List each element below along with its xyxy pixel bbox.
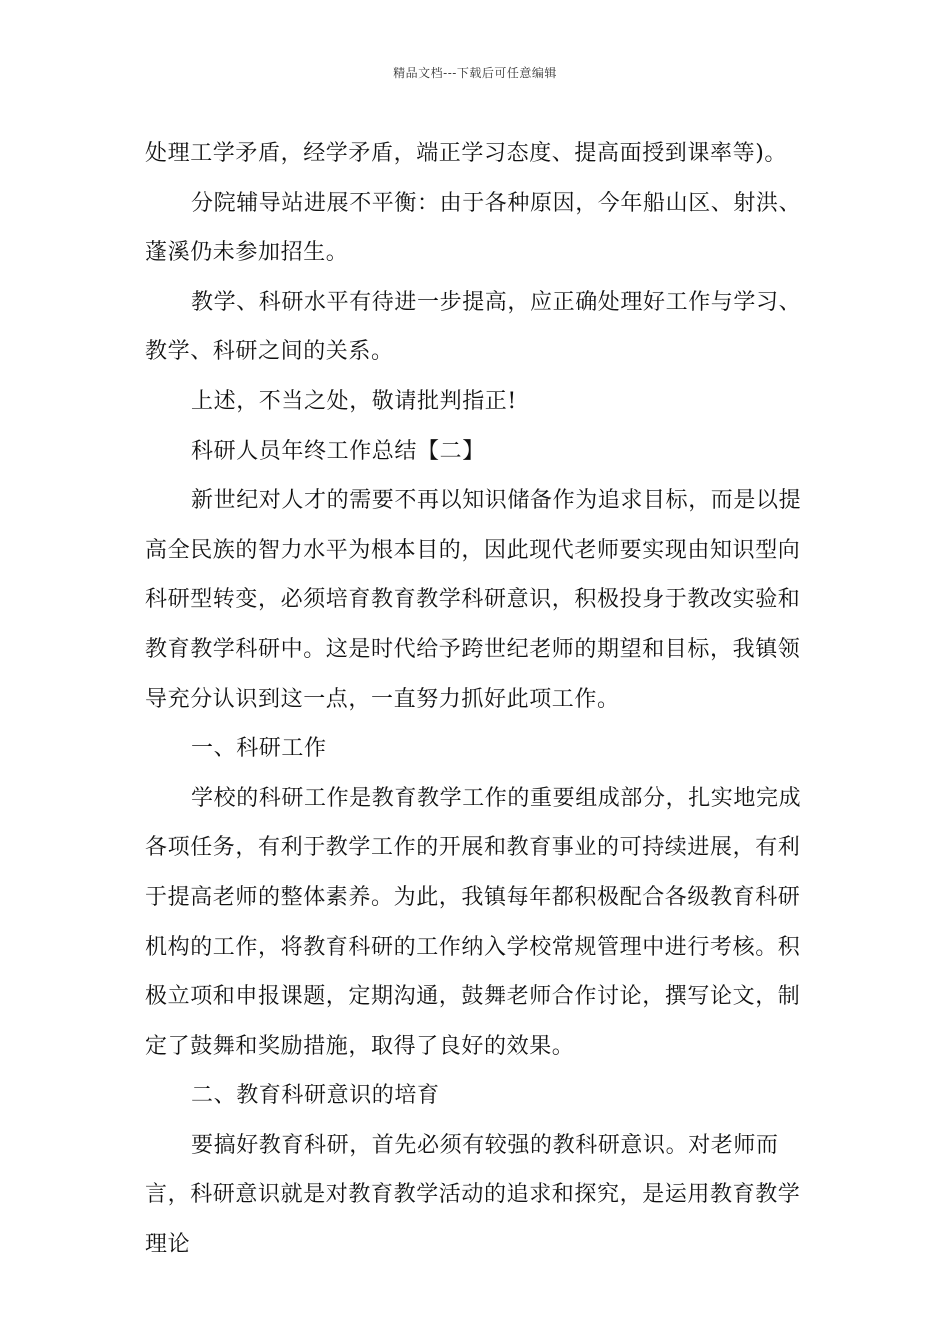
section-title: 科研人员年终工作总结【二】 (191, 438, 485, 464)
paragraph: 要搞好教育科研，首先必须有较强的教科研意识。对老师而言，科研意识就是对教育教学活动的追求和探究，是运用教育教学理论 (145, 1132, 801, 1258)
section-heading: 二、教育科研意识的培育 (191, 1083, 440, 1109)
paragraph: 教学、科研水平有待进一步提高，应正确处理好工作与学习、教学、科研之间的关系。 (145, 289, 802, 365)
paragraph: 学校的科研工作是教育教学工作的重要组成部分，扎实地完成各项任务，有利于教学工作的开展和教育事业的可持续进展，有利于提高老师的整体素养。为此，我镇每年都积极配合各级教育科研机构的工作，将教育科研的工作纳入学校常规管理中进行考核。积极立项和申报课题，定期沟通，鼓舞老师合作讨论，撰写论文，制定了鼓舞和奖励措施，取得了良好的效果。 (145, 785, 802, 1059)
paragraph: 新世纪对人才的需要不再以知识储备作为追求目标，而是以提高全民族的智力水平为根本目的，因此现代老师要实现由知识型向科研型转变，必须培育教育教学科研意识，积极投身于教改实验和教育教学科研中。这是时代给予跨世纪老师的期望和目标，我镇领导充分认识到这一点，一直努力抓好此项工作。 (145, 488, 802, 712)
paragraph: 上述，不当之处，敬请批判指正! (191, 388, 517, 414)
paragraph: 分院辅导站进展不平衡：由于各种原因，今年船山区、射洪、蓬溪仍未参加招生。 (145, 190, 802, 266)
section-heading: 一、科研工作 (191, 736, 327, 762)
page-header: 精品文档---下载后可任意编辑 (393, 66, 557, 80)
paragraph: 处理工学矛盾，经学矛盾，端正学习态度、提高面授到课率等)。 (145, 141, 787, 166)
document-body (145, 129, 817, 1270)
